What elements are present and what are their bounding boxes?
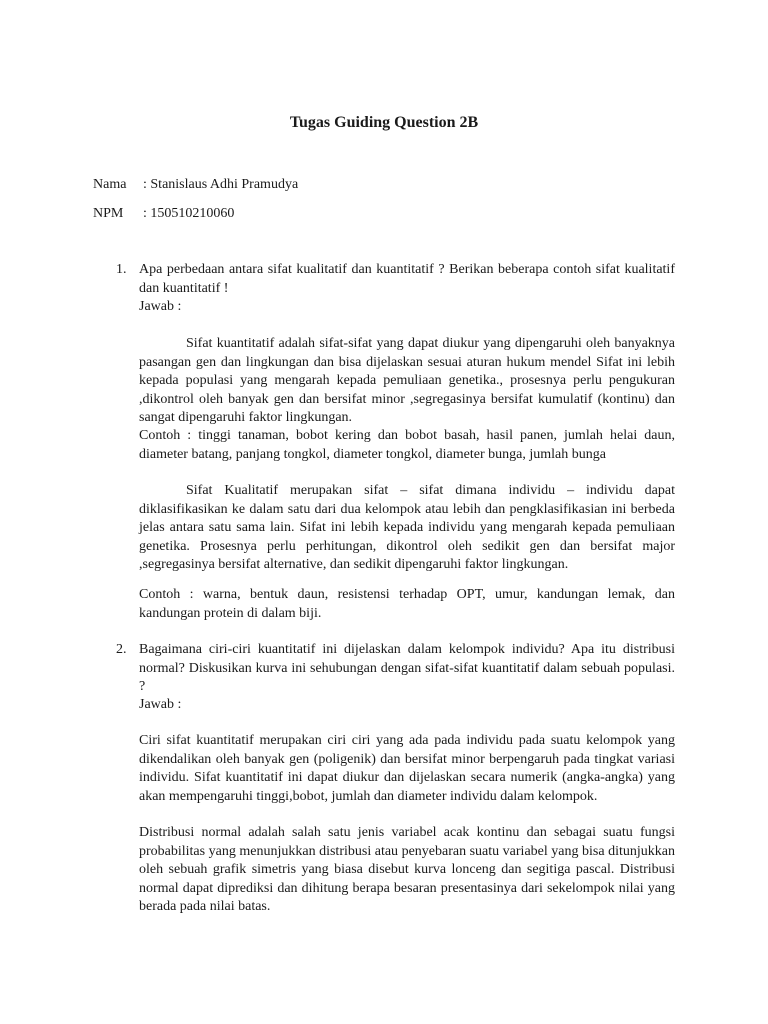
page-title: Tugas Guiding Question 2B <box>289 114 479 131</box>
q1-contoh-kualitatif: Contoh : warna, bentuk daun, resistensi terhadap OPT, umur, kandungan lemak, dan kandungan protein di dalam biji. <box>139 587 675 621</box>
name-label: Nama <box>93 177 127 192</box>
npm-label: NPM <box>93 206 124 221</box>
q1-answer-label: Jawab : <box>139 299 182 314</box>
npm-value: : 150510210060 <box>143 206 235 221</box>
npm-row <box>93 206 234 222</box>
q1-contoh-kuantitatif: Contoh : tinggi tanaman, bobot kering dan bobot basah, hasil panen, jumlah helai daun, diameter batang, panjang tongkol, diameter tongkol, diameter bunga, jumlah bunga <box>139 428 675 462</box>
q1-question: Apa perbedaan antara sifat kualitatif dan kuantitatif ? Berikan beberapa contoh sifat kualitatif dan kuantitatif ! <box>139 262 675 296</box>
q1-paragraph-kualitatif: Sifat Kualitatif merupakan sifat – sifat dimana individu – individu dapat diklasifikasikan ke dalam satu dari dua kelompok atau lebih dan pengklasifikasian ini berbeda jelas antara satu sama lain. Sifat ini lebih kepada individu yang mengarah kepada pemuliaan genetika. Prosesnya perlu perhitungan, dikontrol oleh sedikit gen dan bersifat major ,segregasinya bersifat alternative, dan sedikit dipengaruhi faktor lingkungan. <box>139 483 675 572</box>
name-row <box>93 177 298 193</box>
q2-paragraph-ciri: Ciri sifat kuantitatif merupakan ciri ciri yang ada pada individu pada suatu kelompok yang dikendalikan oleh banyak gen (poligenik) dan bersifat minor berpengaruh pada tingkat variasi individu. Sifat kuantitatif ini dapat diukur dan dijelaskan secara numerik (angka-angka) yang akan mempengaruhi tinggi,bobot, jumlah dan diameter individu dalam kelompok. <box>139 733 675 804</box>
name-value: : Stanislaus Adhi Pramudya <box>143 177 299 192</box>
q1-paragraph-kuantitatif: Sifat kuantitatif adalah sifat-sifat yang dapat diukur yang dipengaruhi oleh banyaknya pasangan gen dan lingkungan dan bisa dijelaskan sesuai aturan hukum mendel Sifat ini lebih kepada populasi yang mengarah kepada pemuliaan genetika., prosesnya perlu pengukuran ,dikontrol oleh banyak gen dan bersifat minor ,segregasinya bersifat kumulatif (kontinu) dan sangat dipengaruhi faktor lingkungan. <box>139 336 675 425</box>
q2-question: Bagaimana ciri-ciri kuantitatif ini dijelaskan dalam kelompok individu? Apa itu distribusi normal? Diskusikan kurva ini sehubungan dengan sifat-sifat kuantitatif dalam sebuah populasi. ? <box>139 642 675 694</box>
q1-number: 1. <box>116 262 127 277</box>
q2-answer-label: Jawab : <box>139 697 182 712</box>
q2-paragraph-distribusi: Distribusi normal adalah salah satu jenis variabel acak kontinu dan sebagai suatu fungsi probabilitas yang menunjukkan distribusi atau penyebaran suatu variabel yang bisa ditunjukkan oleh sebuah grafik simetris yang biasa disebut kurva lonceng dan segitiga pascal. Distribusi normal dapat diprediksi dan dihitung berapa besaran presentasinya dari sekelompok nilai yang berada pada nilai batas. <box>139 825 675 914</box>
q2-number: 2. <box>116 642 127 657</box>
